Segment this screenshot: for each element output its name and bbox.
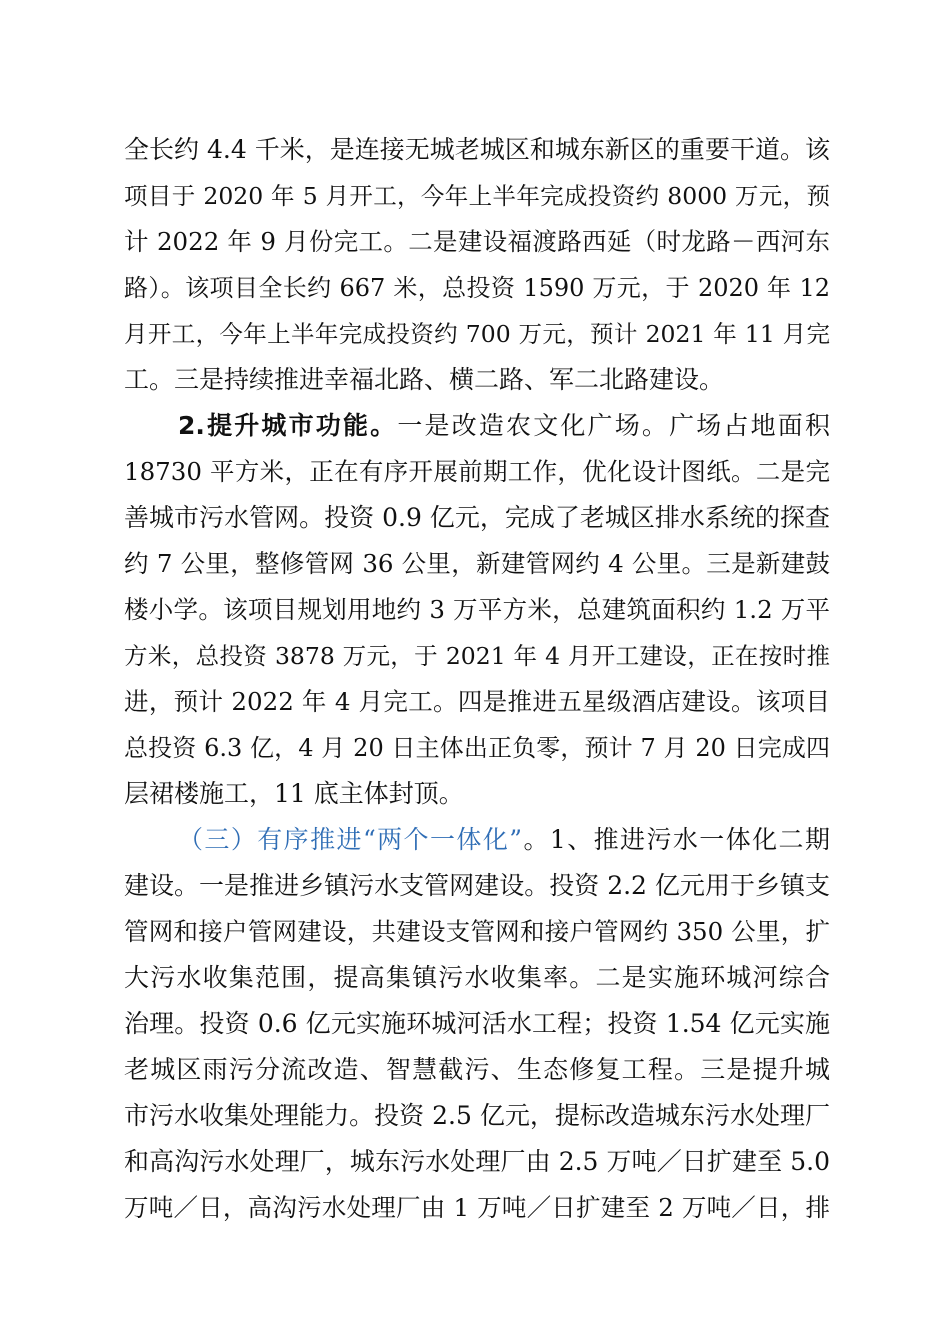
section-3-first-line-text: 。1、推进污水一体化二期 [522, 825, 830, 854]
text-line: 路）。该项目全长约 667 米，总投资 1590 万元，于 2020 年 12 [124, 274, 830, 302]
text-line: 工。三是持续推进幸福北路、横二路、军二北路建设。 [124, 365, 725, 394]
text-line: 总投资 6.3 亿，4 月 20 日主体出正负零，预计 7 月 20 日完成四 [124, 734, 830, 762]
text-line: 万吨／日，高沟污水处理厂由 1 万吨／日扩建至 2 万吨／日，排 [124, 1193, 830, 1222]
text-line: 大污水收集范围，提高集镇污水收集率。二是实施环城河综合 [124, 963, 830, 992]
text-line: 计 2022 年 9 月份完工。二是建设福渡路西延（时龙路－西河东 [124, 227, 830, 256]
text-line: 和高沟污水处理厂，城东污水处理厂由 2.5 万吨／日扩建至 5.0 [124, 1147, 830, 1176]
text-line: 建设。一是推进乡镇污水支管网建设。投资 2.2 亿元用于乡镇支 [124, 871, 830, 900]
text-line: 市污水收集处理能力。投资 2.5 亿元，提标改造城东污水处理厂 [124, 1101, 830, 1130]
section-3-first-line [178, 818, 830, 862]
text-line: 治理。投资 0.6 亿元实施环城河活水工程；投资 1.54 亿元实施 [124, 1009, 830, 1038]
text-line: 约 7 公里，整修管网 36 公里，新建管网约 4 公里。三是新建鼓 [124, 549, 830, 578]
text-line: 楼小学。该项目规划用地约 3 万平方米，总建筑面积约 1.2 万平 [124, 595, 830, 624]
text-line: 全长约 4.4 千米，是连接无城老城区和城东新区的重要干道。该 [124, 135, 830, 164]
text-line: 善城市污水管网。投资 0.9 亿元，完成了老城区排水系统的探查 [124, 503, 830, 532]
text-line: 老城区雨污分流改造、智慧截污、生态修复工程。三是提升城 [124, 1055, 830, 1084]
text-line: 管网和接户管网建设，共建设支管网和接户管网约 350 公里，扩 [124, 917, 830, 946]
section-2-heading: 2.提升城市功能。 [178, 411, 398, 440]
section-3-heading: （三）有序推进“两个一体化” [178, 825, 523, 854]
text-line: 18730 平方米，正在有序开展前期工作，优化设计图纸。二是完 [124, 457, 830, 486]
text-line: 层裙楼施工，11 底主体封顶。 [124, 779, 464, 808]
text-line: 项目于 2020 年 5 月开工，今年上半年完成投资约 8000 万元，预 [124, 182, 830, 210]
section-2-first-line-text: 一是改造农文化广场。广场占地面积 [397, 411, 830, 440]
text-line: 进，预计 2022 年 4 月完工。四是推进五星级酒店建设。该项目 [124, 687, 830, 716]
section-2-first-line [178, 404, 830, 448]
text-line: 方米，总投资 3878 万元，于 2021 年 4 月开工建设，正在按时推 [124, 642, 830, 670]
text-line: 月开工，今年上半年完成投资约 700 万元，预计 2021 年 11 月完 [124, 320, 830, 348]
